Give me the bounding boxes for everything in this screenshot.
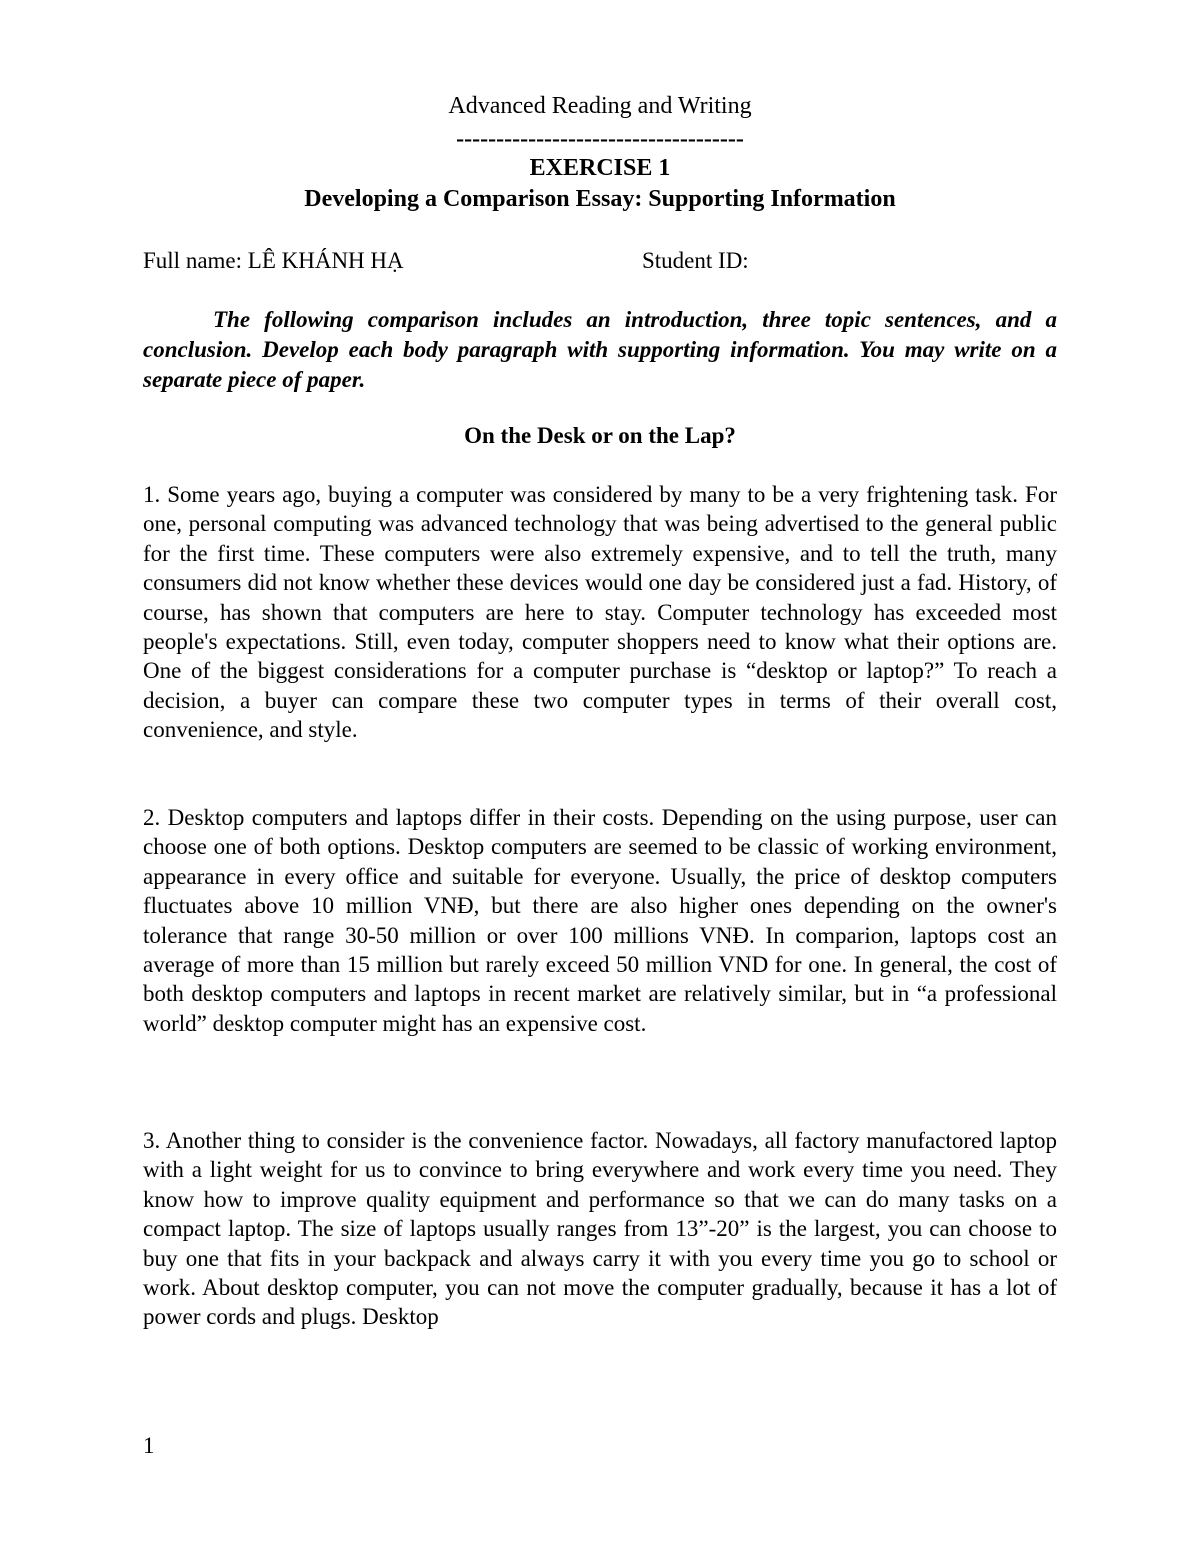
instructions: The following comparison includes an introduction, three topic sentences, and a conclusion. Develop each body paragraph with supporting information. You may write on a separate piece of paper.	[143, 307, 1057, 392]
course-title: Advanced Reading and Writing	[448, 93, 752, 119]
essay-paragraph-3: 3. Another thing to consider is the convenience factor. Nowadays, all factory manufactored laptop with a light weight for us to convince to bring everywhere and work every time you need. They know how to improve quality equipment and performance so that we can do many tasks on a compact laptop. The size of laptops usually ranges from 13”-20” is the largest, you can choose to buy one that fits in your backpack and always carry it with you every time you go to school or work. About desktop computer, you can not move the computer gradually, because it has a lot of power cords and plugs. Desktop	[143, 1128, 1057, 1330]
student-id-label: Student ID:	[642, 248, 749, 273]
header-divider: ------------------------------------	[456, 126, 744, 152]
essay-paragraph-2: 2. Desktop computers and laptops differ in their costs. Depending on the using purpose, user can choose one of both options. Desktop computers are seemed to be classic of working environment, appearance in every office and suitable for everyone. Usually, the price of desktop computers fluctuates above 10 million VNĐ, but there are also higher ones depending on the owner's tolerance that range 30-50 million or over 100 millions VNĐ. In comparion, laptops cost an average of more than 15 million but rarely exceed 50 million VND for one. In general, the cost of both desktop computers and laptops in recent market are relatively similar, but in “a professional world” desktop computer might has an expensive cost.	[143, 805, 1057, 1036]
student-full-name: Full name: LÊ KHÁNH HẠ	[143, 248, 404, 273]
exercise-heading: EXERCISE 1	[529, 155, 671, 181]
page-number: 1	[143, 1433, 155, 1458]
essay-title: On the Desk or on the Lap?	[464, 423, 736, 448]
exercise-subtitle: Developing a Comparison Essay: Supporting Information	[304, 186, 896, 212]
essay-paragraph-1: 1. Some years ago, buying a computer was considered by many to be a very frightening task. For one, personal computing was advanced technology that was being advertised to the general public for the first time. These computers were also extremely expensive, and to tell the truth, many consumers did not know whether these devices would one day be considered just a fad. History, of course, has shown that computers are here to stay. Computer technology has exceeded most people's expectations. Still, even today, computer shoppers need to know what their options are. One of the biggest considerations for a computer purchase is “desktop or laptop?” To reach a decision, a buyer can compare these two computer types in terms of their overall cost, convenience, and style.	[143, 482, 1057, 743]
